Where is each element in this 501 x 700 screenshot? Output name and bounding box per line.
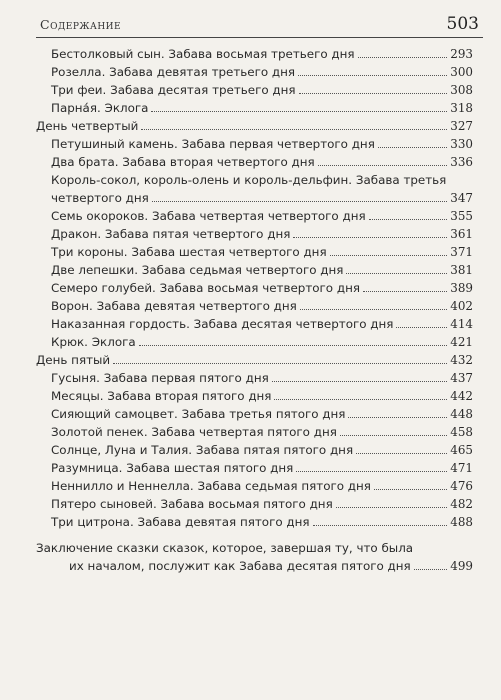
toc-entry-label: Пятеро сыновей. Забава восьмая пятого дня xyxy=(51,497,333,511)
toc-entry xyxy=(51,441,473,459)
toc-entry xyxy=(51,153,473,171)
toc-entry-label: Три феи. Забава десятая третьего дня xyxy=(51,83,296,97)
toc-entry-label: Крюк. Эклога xyxy=(51,335,136,349)
toc-entry-label: Семь окороков. Забава четвертая четвертого дня xyxy=(51,209,366,223)
toc-entry-page: 371 xyxy=(450,245,473,259)
toc-entry-page: 414 xyxy=(450,317,473,331)
toc-entry-page: 402 xyxy=(450,299,473,313)
dot-leader xyxy=(336,507,448,508)
header-rule xyxy=(36,37,483,38)
toc-entry-page: 300 xyxy=(450,65,473,79)
table-of-contents xyxy=(0,45,501,575)
toc-entry-page: 336 xyxy=(450,155,473,169)
toc-entry xyxy=(51,279,473,297)
section-gap xyxy=(0,531,501,539)
dot-leader xyxy=(139,345,448,346)
dot-leader xyxy=(369,219,448,220)
dot-leader xyxy=(113,363,447,364)
toc-entry-page: 308 xyxy=(450,83,473,97)
toc-entry xyxy=(51,225,473,243)
toc-entry-page: 381 xyxy=(450,263,473,277)
toc-entry xyxy=(51,261,473,279)
dot-leader xyxy=(318,165,448,166)
dot-leader xyxy=(396,327,447,328)
dot-leader xyxy=(313,525,448,526)
toc-entry-page: 488 xyxy=(450,515,473,529)
dot-leader xyxy=(141,129,447,130)
toc-entry xyxy=(51,423,473,441)
toc-entry-page: 293 xyxy=(450,47,473,61)
toc-entry-label: Ворон. Забава девятая четвертого дня xyxy=(51,299,297,313)
running-header xyxy=(40,14,479,36)
toc-entry-label: День пятый xyxy=(36,353,111,367)
toc-entry xyxy=(51,369,473,387)
toc-entry-label: Два брата. Забава вторая четвертого дня xyxy=(51,155,315,169)
toc-section xyxy=(36,117,473,135)
toc-entry xyxy=(51,297,473,315)
toc-entry-page: 465 xyxy=(450,443,473,457)
toc-entry xyxy=(51,387,473,405)
toc-entry xyxy=(51,315,473,333)
dot-leader xyxy=(348,417,447,418)
toc-section xyxy=(36,539,473,575)
dot-leader xyxy=(356,453,447,454)
toc-entry-label: Семеро голубей. Забава восьмая четвертого дня xyxy=(51,281,361,295)
dot-leader xyxy=(274,399,447,400)
toc-entry xyxy=(51,477,473,495)
dot-leader xyxy=(272,381,448,382)
toc-section xyxy=(36,351,473,369)
dot-leader xyxy=(300,309,447,310)
dot-leader xyxy=(374,489,447,490)
toc-entry xyxy=(51,513,473,531)
dot-leader xyxy=(358,57,448,58)
toc-entry-page: 448 xyxy=(450,407,473,421)
toc-entry-page: 432 xyxy=(450,353,473,367)
toc-entry xyxy=(51,99,473,117)
dot-leader xyxy=(330,255,448,256)
toc-entry-label: Сияющий самоцвет. Забава третья пятого дня xyxy=(51,407,346,421)
toc-entry-label: Три короны. Забава шестая четвертого дня xyxy=(51,245,327,259)
toc-entry-page: 476 xyxy=(450,479,473,493)
toc-entry-label: Солнце, Луна и Талия. Забава пятая пятого дня xyxy=(51,443,354,457)
toc-entry xyxy=(51,81,473,99)
dot-leader xyxy=(414,569,448,570)
toc-entry-page: 499 xyxy=(450,559,473,573)
toc-entry xyxy=(51,459,473,477)
toc-entry-label: Дракон. Забава пятая четвертого дня xyxy=(51,227,291,241)
toc-entry-label: Гусыня. Забава первая пятого дня xyxy=(51,371,269,385)
dot-leader xyxy=(363,291,447,292)
toc-entry-label: Неннилло и Неннелла. Забава седьмая пятого дня xyxy=(51,479,371,493)
dot-leader xyxy=(152,201,448,202)
toc-entry-page: 471 xyxy=(450,461,473,475)
toc-entry-label: Две лепешки. Забава седьмая четвертого дня xyxy=(51,263,344,277)
dot-leader xyxy=(346,273,447,274)
toc-entry-page: 458 xyxy=(450,425,473,439)
dot-leader xyxy=(340,435,447,436)
toc-entry-label: их началом, послужит как Забава десятая пятого дня xyxy=(69,559,411,573)
toc-entry-label: Месяцы. Забава вторая пятого дня xyxy=(51,389,272,403)
toc-entry-page: 327 xyxy=(450,119,473,133)
dot-leader xyxy=(298,75,447,76)
toc-entry-label: День четвертый xyxy=(36,119,139,133)
dot-leader xyxy=(299,93,448,94)
toc-entry xyxy=(51,243,473,261)
dot-leader xyxy=(296,471,447,472)
toc-entry-label-line1: Заключение сказки сказок, которое, завершая ту, что была xyxy=(36,541,414,555)
toc-entry-label: Золотой пенек. Забава четвертая пятого дня xyxy=(51,425,337,439)
toc-entry-page: 355 xyxy=(450,209,473,223)
toc-entry-page: 330 xyxy=(450,137,473,151)
toc-entry-page: 442 xyxy=(450,389,473,403)
dot-leader xyxy=(151,111,447,112)
toc-entry-label: Парна́я. Эклога xyxy=(51,101,149,115)
page-number: 503 xyxy=(446,14,479,34)
toc-entry-page: 361 xyxy=(450,227,473,241)
toc-entry-label: Разумница. Забава шестая пятого дня xyxy=(51,461,294,475)
toc-entry-page: 347 xyxy=(450,191,473,205)
header-title: Содержание xyxy=(40,17,122,32)
toc-entry-page: 389 xyxy=(450,281,473,295)
toc-entry xyxy=(51,405,473,423)
toc-entry-page: 421 xyxy=(450,335,473,349)
toc-entry-page: 482 xyxy=(450,497,473,511)
toc-entry xyxy=(51,171,473,207)
toc-entry-label: Бестолковый сын. Забава восьмая третьего дня xyxy=(51,47,355,61)
toc-entry xyxy=(51,63,473,81)
toc-entry-label: Три цитрона. Забава девятая пятого дня xyxy=(51,515,310,529)
toc-entry xyxy=(51,495,473,513)
toc-entry-label: Розелла. Забава девятая третьего дня xyxy=(51,65,296,79)
toc-entry-page: 318 xyxy=(450,101,473,115)
toc-entry xyxy=(51,135,473,153)
dot-leader xyxy=(378,147,447,148)
dot-leader xyxy=(293,237,447,238)
toc-entry-label: Петушиный камень. Забава первая четвертого дня xyxy=(51,137,375,151)
toc-entry-label: четвертого дня xyxy=(51,191,149,205)
toc-entry xyxy=(51,45,473,63)
toc-entry xyxy=(51,333,473,351)
toc-entry-label: Наказанная гордость. Забава десятая четвертого дня xyxy=(51,317,394,331)
toc-entry xyxy=(51,207,473,225)
toc-entry-label-line1: Король-сокол, король-олень и король-дельфин. Забава третья xyxy=(51,173,447,187)
toc-entry-page: 437 xyxy=(450,371,473,385)
